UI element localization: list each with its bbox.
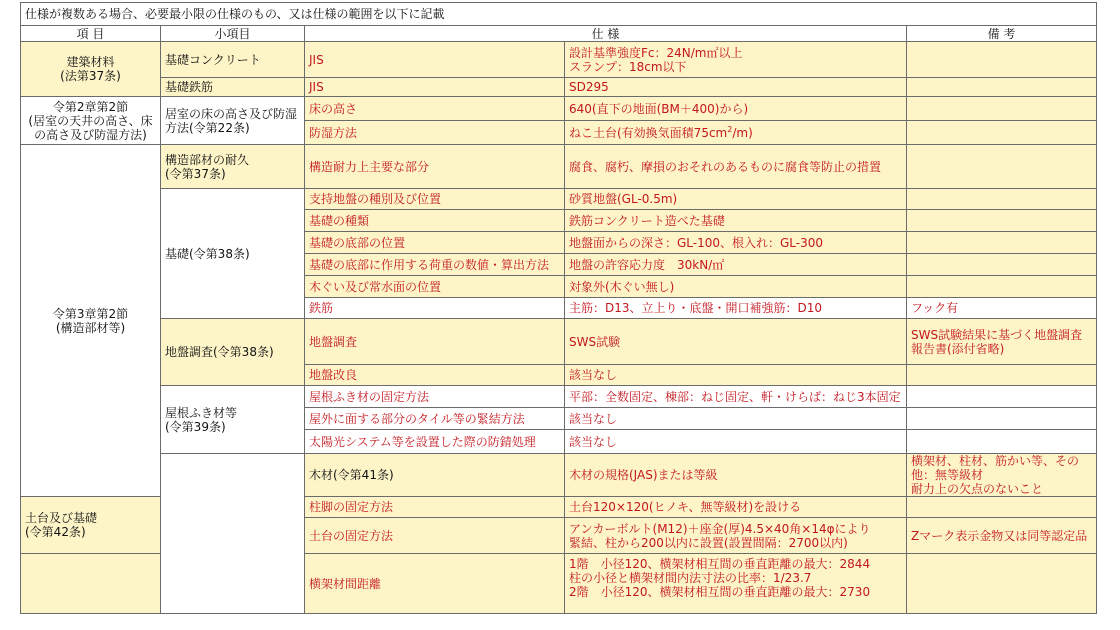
remark-cell xyxy=(907,554,1097,614)
table-row xyxy=(21,78,1097,97)
header-row xyxy=(21,26,1097,42)
header-item: 項 目 xyxy=(21,26,161,42)
detail-cell: 基礎の底部の位置 xyxy=(305,232,565,254)
table-title: 仕様が複数ある場合、必要最小限の仕様のもの、又は仕様の範囲を以下に記載 xyxy=(21,3,1097,26)
remark-cell xyxy=(907,145,1097,189)
detail-cell: 基礎の底部に作用する荷重の数値・算出方法 xyxy=(305,254,565,276)
subitem-cell: 地盤調査(令第38条) xyxy=(161,319,305,386)
remark-cell xyxy=(907,189,1097,210)
remark-cell: SWS試験結果に基づく地盤調査報告書(添付省略) xyxy=(907,319,1097,365)
remark-cell xyxy=(907,365,1097,386)
spec-cell: アンカーボルト(M12)＋座金(厚)4.5×40角×14φにより 緊結、柱から200以内に設置(設置間隔：2700以内) xyxy=(565,518,907,554)
detail-cell: 柱脚の固定方法 xyxy=(305,497,565,518)
detail-cell: 防湿方法 xyxy=(305,121,565,145)
subitem-cell: 屋根ふき材等 (令第39条) xyxy=(161,386,305,454)
detail-cell: 地盤改良 xyxy=(305,365,565,386)
remark-cell xyxy=(907,232,1097,254)
detail-cell: 鉄筋 xyxy=(305,298,565,319)
detail-cell: 太陽光システム等を設置した際の防錆処理 xyxy=(305,430,565,454)
table-row xyxy=(21,189,1097,210)
detail-cell: 屋根ふき材の固定方法 xyxy=(305,386,565,408)
spec-cell: 該当なし xyxy=(565,430,907,454)
table-row xyxy=(21,319,1097,365)
spec-table xyxy=(20,2,1097,614)
detail-cell: 構造耐力上主要な部分 xyxy=(305,145,565,189)
spec-cell: SWS試験 xyxy=(565,319,907,365)
spec-cell: 1階 小径120、横架材相互間の垂直距離の最大：2844 柱の小径と横架材間内法寸法の比率：1/23.7 2階 小径120、横架材相互間の垂直距離の最大：2730 xyxy=(565,554,907,614)
spec-cell: 該当なし xyxy=(565,408,907,430)
detail-cell: 横架材間距離 xyxy=(305,554,565,614)
spec-cell: 砂質地盤(GL-0.5m) xyxy=(565,189,907,210)
detail-cell: 木材の規格(JAS)または等級 xyxy=(565,454,907,497)
detail-cell: JIS xyxy=(305,78,565,97)
table-row xyxy=(21,386,1097,408)
remark-cell xyxy=(907,121,1097,145)
subitem-cell: 基礎(令第38条) xyxy=(161,189,305,319)
spec-cell: 対象外(木ぐい無し) xyxy=(565,276,907,298)
remark-cell xyxy=(907,386,1097,408)
remark-cell xyxy=(907,408,1097,430)
detail-cell: 木ぐい及び常水面の位置 xyxy=(305,276,565,298)
spec-cell: 横架材、柱材、筋かい等、その他：無等級材 耐力上の欠点のないこと xyxy=(907,454,1097,497)
detail-cell: 土台の固定方法 xyxy=(305,518,565,554)
spec-cell: 平部：全数固定、棟部：ねじ固定、軒・けらば：ねじ3本固定 xyxy=(565,386,907,408)
header-spec: 仕 様 xyxy=(305,26,907,42)
remark-cell: フック有 xyxy=(907,298,1097,319)
subitem-cell: 基礎コンクリート xyxy=(161,42,305,78)
detail-cell: 支持地盤の種別及び位置 xyxy=(305,189,565,210)
remark-cell xyxy=(907,430,1097,454)
table-row xyxy=(21,454,1097,497)
detail-cell: 基礎の種類 xyxy=(305,210,565,232)
spec-cell: 主筋：D13、立上り・底盤・開口補強筋：D10 xyxy=(565,298,907,319)
spec-cell: 地盤面からの深さ：GL-100、根入れ：GL-300 xyxy=(565,232,907,254)
spec-cell: 腐食、腐朽、摩損のおそれのあるものに腐食等防止の措置 xyxy=(565,145,907,189)
detail-cell: 床の高さ xyxy=(305,97,565,121)
spec-cell: SD295 xyxy=(565,78,907,97)
spec-cell: 該当なし xyxy=(565,365,907,386)
spec-text-pre: ねこ土台(有効換気面積75cm xyxy=(569,125,728,140)
item-cell-empty xyxy=(161,454,305,614)
detail-cell: 地盤調査 xyxy=(305,319,565,365)
remark-cell xyxy=(907,254,1097,276)
remark-cell: Zマーク表示金物又は同等認定品 xyxy=(907,518,1097,554)
item-cell: 令第3章第2節 (構造部材等) xyxy=(21,145,161,497)
spec-cell: 土台120×120(ヒノキ、無等級材)を設ける xyxy=(565,497,907,518)
spec-cell xyxy=(565,121,907,145)
subitem-cell: 土台及び基礎 (令第42条) xyxy=(21,497,161,554)
subitem-cell: 木材(令第41条) xyxy=(305,454,565,497)
remark-cell xyxy=(907,497,1097,518)
spec-cell: 地盤の許容応力度 30kN/㎡ xyxy=(565,254,907,276)
table-row xyxy=(21,145,1097,189)
spec-text-post: /m) xyxy=(732,125,753,140)
header-remarks: 備 考 xyxy=(907,26,1097,42)
remark-cell xyxy=(907,42,1097,78)
detail-cell: JIS xyxy=(305,42,565,78)
superscript-2: 2 xyxy=(727,124,733,134)
spec-cell: 鉄筋コンクリート造べた基礎 xyxy=(565,210,907,232)
title-row xyxy=(21,3,1097,26)
item-cell: 令第2章第2節 (居室の天井の高さ、床の高さ及び防湿方法) xyxy=(21,97,161,145)
remark-cell xyxy=(907,97,1097,121)
subitem-cell: 基礎鉄筋 xyxy=(161,78,305,97)
subitem-cell-empty xyxy=(21,554,161,614)
remark-cell xyxy=(907,78,1097,97)
spec-cell: 640(直下の地面(BM＋400)から) xyxy=(565,97,907,121)
table-row xyxy=(21,97,1097,121)
subitem-cell: 構造部材の耐久 (令第37条) xyxy=(161,145,305,189)
header-subitem: 小項目 xyxy=(161,26,305,42)
remark-cell xyxy=(907,210,1097,232)
subitem-cell: 居室の床の高さ及び防湿方法(令第22条) xyxy=(161,97,305,145)
remark-cell xyxy=(907,276,1097,298)
spec-cell: 設計基準強度Fc：24N/m㎡以上 スランプ：18cm以下 xyxy=(565,42,907,78)
item-cell xyxy=(21,42,161,97)
table-row xyxy=(21,42,1097,78)
item-text: 建築材料 (法第37条) xyxy=(60,55,121,83)
detail-cell: 屋外に面する部分のタイル等の緊結方法 xyxy=(305,408,565,430)
